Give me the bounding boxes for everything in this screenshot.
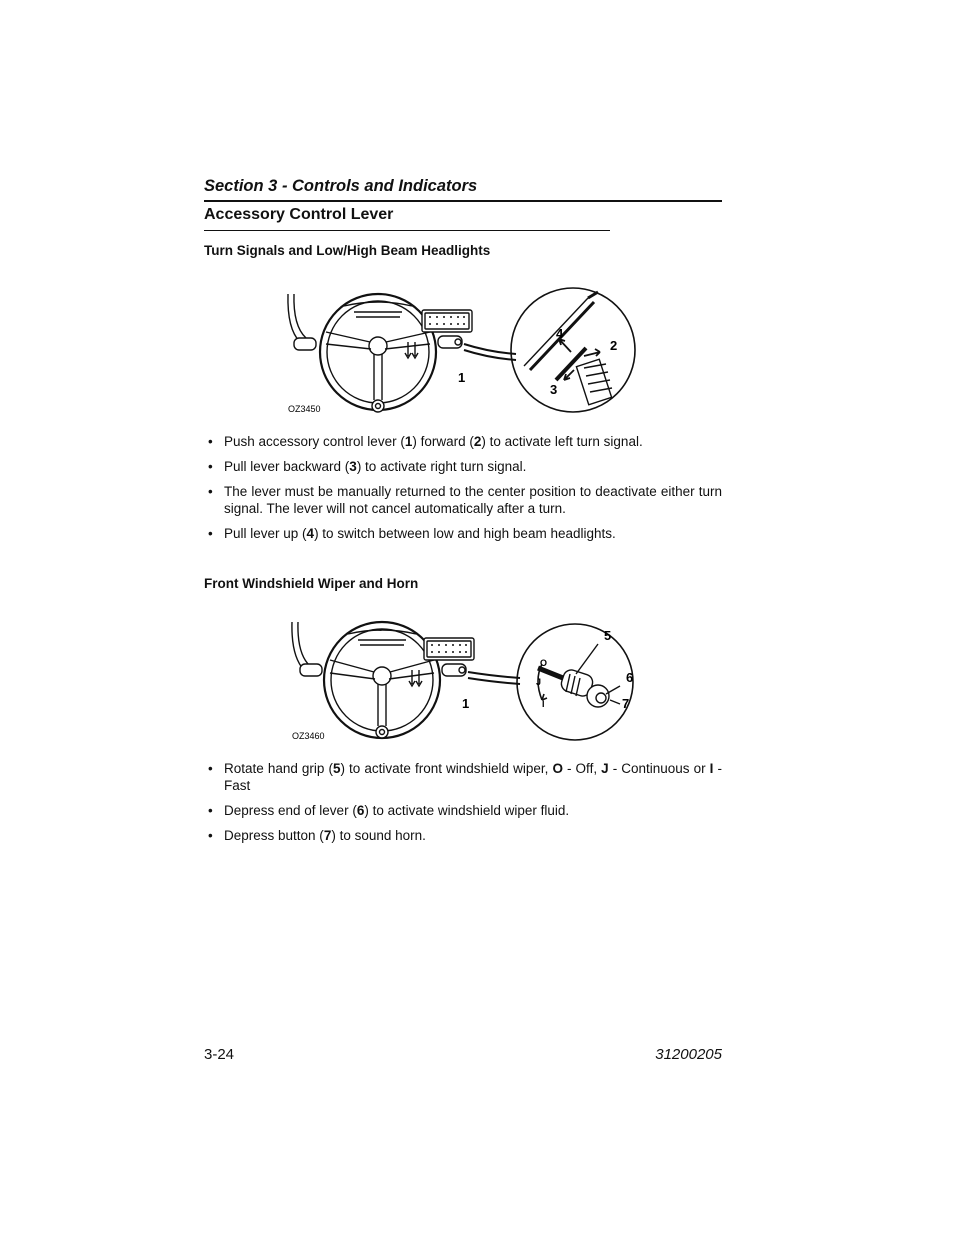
list-item bbox=[204, 458, 722, 475]
callout-5: 5 bbox=[604, 628, 612, 643]
bullet-dot: • bbox=[208, 803, 213, 818]
bullet-dot: • bbox=[208, 484, 213, 499]
callout-reference: 2 bbox=[473, 434, 482, 449]
instruction-text bbox=[224, 434, 643, 449]
callout-7: 7 bbox=[622, 696, 630, 711]
text-run: ) to activate left turn signal. bbox=[481, 434, 643, 449]
callout-3: 3 bbox=[550, 382, 558, 397]
callout-reference: 4 bbox=[306, 526, 315, 541]
figure-id-label: OZ3450 bbox=[288, 404, 321, 414]
wiper-horn-illustration bbox=[288, 618, 648, 746]
position-continuous-label: J bbox=[536, 677, 542, 687]
callout-2: 2 bbox=[610, 338, 618, 353]
heading-underline bbox=[204, 230, 610, 231]
text-run: ) to activate windshield wiper fluid. bbox=[364, 803, 570, 818]
callout-reference: O bbox=[552, 761, 563, 776]
wiper-horn-instructions bbox=[204, 760, 722, 852]
section-divider bbox=[204, 200, 722, 202]
list-item bbox=[204, 760, 722, 794]
callout-1: 1 bbox=[458, 370, 466, 385]
text-run: Pull lever up ( bbox=[224, 526, 307, 541]
text-run: ) to sound horn. bbox=[331, 828, 426, 843]
callout-reference: 5 bbox=[332, 761, 341, 776]
text-run: Depress end of lever ( bbox=[224, 803, 357, 818]
wiper-horn-heading: Front Windshield Wiper and Horn bbox=[204, 576, 419, 591]
text-run: - Continuous or bbox=[608, 761, 710, 776]
instruction-text bbox=[224, 526, 616, 541]
instruction-text bbox=[224, 459, 526, 474]
callout-1: 1 bbox=[462, 696, 470, 711]
bullet-dot: • bbox=[208, 526, 213, 541]
page-heading: Accessory Control Lever bbox=[204, 206, 394, 223]
text-run: - Off, bbox=[562, 761, 602, 776]
text-run: Depress button ( bbox=[224, 828, 324, 843]
position-off-label: O bbox=[540, 658, 548, 668]
callout-reference: I bbox=[709, 761, 714, 776]
text-run: - Fast bbox=[224, 761, 722, 793]
callout-6: 6 bbox=[626, 670, 634, 685]
list-item bbox=[204, 827, 722, 844]
callout-4: 4 bbox=[556, 326, 564, 341]
list-item bbox=[204, 525, 722, 542]
turn-signal-figure bbox=[284, 284, 644, 420]
callout-reference: 7 bbox=[323, 828, 332, 843]
callout-reference: 3 bbox=[349, 459, 357, 474]
text-run: ) to activate front windshield wiper, bbox=[340, 761, 553, 776]
list-item bbox=[204, 483, 722, 517]
instruction-text bbox=[224, 761, 722, 793]
page-number: 3-24 bbox=[204, 1046, 235, 1063]
bullet-dot: • bbox=[208, 459, 213, 474]
text-run: ) to switch between low and high beam headlights. bbox=[314, 526, 616, 541]
list-item bbox=[204, 802, 722, 819]
text-run: The lever must be manually returned to the center position to deactivate either turn signal. The lever will not cancel automatically after a turn. bbox=[224, 484, 722, 516]
text-run: Rotate hand grip ( bbox=[224, 761, 333, 776]
turn-signal-instructions bbox=[204, 433, 722, 550]
text-run: ) to activate right turn signal. bbox=[356, 459, 527, 474]
callout-reference: 6 bbox=[356, 803, 365, 818]
turn-signal-illustration bbox=[284, 284, 644, 420]
document-number: 31200205 bbox=[655, 1046, 722, 1063]
position-fast-label: I bbox=[542, 699, 545, 709]
text-run: Push accessory control lever ( bbox=[224, 434, 405, 449]
turn-signals-heading: Turn Signals and Low/High Beam Headlights bbox=[204, 243, 491, 258]
figure-id-label: OZ3460 bbox=[292, 731, 325, 741]
bullet-dot: • bbox=[208, 761, 213, 776]
text-run: Pull lever backward ( bbox=[224, 459, 350, 474]
callout-reference: 1 bbox=[404, 434, 413, 449]
bullet-dot: • bbox=[208, 828, 213, 843]
instruction-text bbox=[224, 803, 569, 818]
text-run: ) forward ( bbox=[412, 434, 474, 449]
instruction-text bbox=[224, 484, 722, 516]
instruction-text bbox=[224, 828, 426, 843]
list-item bbox=[204, 433, 722, 450]
section-title: Section 3 - Controls and Indicators bbox=[204, 177, 478, 195]
wiper-horn-figure bbox=[288, 618, 648, 746]
bullet-dot: • bbox=[208, 434, 213, 449]
callout-reference: J bbox=[601, 761, 609, 776]
